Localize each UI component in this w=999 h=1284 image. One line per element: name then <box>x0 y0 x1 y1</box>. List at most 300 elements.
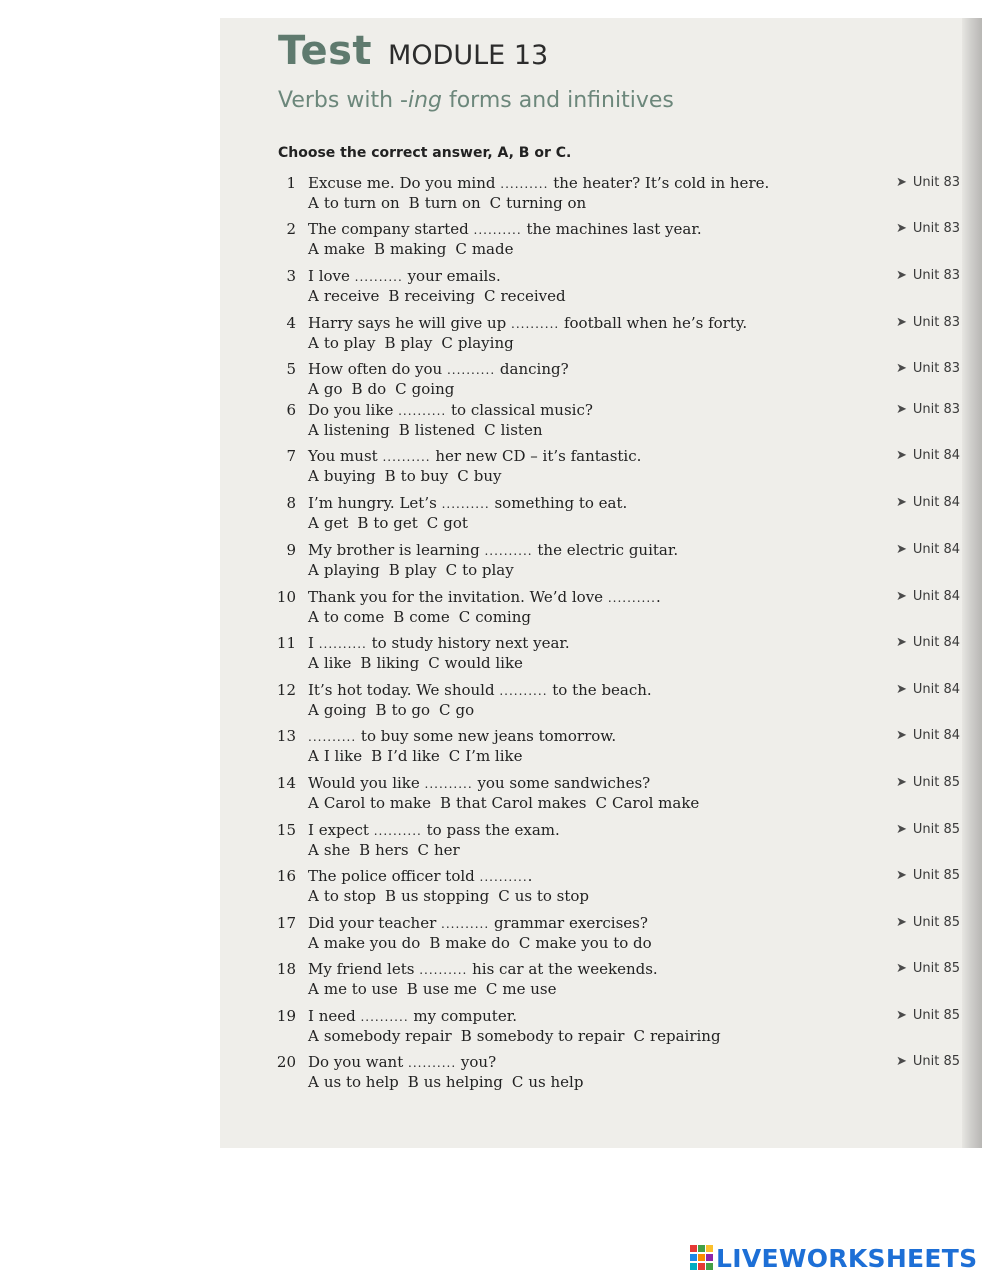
option-text: she <box>323 841 351 859</box>
option-text: Carol make <box>611 794 700 812</box>
question-number: 1 <box>286 174 296 192</box>
answer-blank[interactable]: .......... <box>419 963 468 977</box>
unit-label: Unit 84 <box>912 728 961 743</box>
answer-option[interactable] <box>308 1073 399 1091</box>
unit-reference <box>896 728 960 743</box>
answer-option[interactable] <box>486 980 557 998</box>
question-number: 2 <box>286 220 296 238</box>
option-letter: A <box>308 240 319 258</box>
question-number: 8 <box>286 494 296 512</box>
option-text: listening <box>323 421 390 439</box>
option-text: liking <box>376 654 420 672</box>
answer-option[interactable] <box>449 747 523 765</box>
answer-option[interactable] <box>498 887 589 905</box>
question-text-before: The police officer told <box>308 867 480 885</box>
question-number: 18 <box>276 960 296 978</box>
answer-option[interactable] <box>308 841 350 859</box>
arrow-right-icon: ➤ <box>896 961 907 976</box>
unit-label: Unit 85 <box>912 1008 961 1023</box>
answer-option[interactable] <box>439 701 474 719</box>
option-text: get <box>323 514 349 532</box>
question-text-before: Would you like <box>308 774 425 792</box>
option-text: to go <box>391 701 431 719</box>
question-text <box>308 588 661 606</box>
option-text: me use <box>502 980 557 998</box>
question-text <box>308 774 650 792</box>
answer-blank[interactable]: .......... <box>446 363 496 377</box>
question-number: 16 <box>276 867 296 885</box>
answer-options <box>308 334 523 352</box>
option-letter: C <box>439 701 451 719</box>
arrow-right-icon: ➤ <box>896 175 907 190</box>
question-text-after: . <box>527 867 533 885</box>
option-letter: A <box>308 467 319 485</box>
answer-blank[interactable]: .......... <box>499 684 548 698</box>
question-text-after: you? <box>456 1053 497 1071</box>
question-text <box>308 220 702 238</box>
option-letter: A <box>308 608 319 626</box>
unit-reference <box>896 682 960 697</box>
question-item <box>220 220 982 266</box>
question-text-before: I’m hungry. Let’s <box>308 494 442 512</box>
question-number: 5 <box>286 360 296 378</box>
answer-options <box>308 934 661 952</box>
answer-options <box>308 701 483 719</box>
subtitle-ing: ing <box>407 88 442 113</box>
option-text: receive <box>323 287 380 305</box>
answer-options <box>308 608 540 626</box>
option-letter: A <box>308 794 319 812</box>
answer-option[interactable] <box>357 514 417 532</box>
answer-option[interactable] <box>459 608 531 626</box>
answer-blank[interactable]: .......... <box>441 917 490 931</box>
question-text-after: my computer. <box>408 1007 517 1025</box>
unit-label: Unit 83 <box>912 221 961 236</box>
question-text-before: Excuse me. Do you mind <box>308 174 501 192</box>
answer-blank[interactable]: .......... <box>398 404 447 418</box>
question-number: 11 <box>276 634 296 652</box>
option-text: her <box>434 841 460 859</box>
answer-option[interactable] <box>461 1027 625 1045</box>
answer-blank[interactable]: .......... <box>354 270 403 284</box>
answer-blank[interactable]: .......... <box>484 544 533 558</box>
question-text-after: his car at the weekends. <box>467 960 658 978</box>
question-item <box>220 588 982 634</box>
question-number: 9 <box>286 541 296 559</box>
answer-option[interactable] <box>409 194 481 212</box>
option-text: going <box>411 380 455 398</box>
option-letter: C <box>457 467 469 485</box>
question-number: 12 <box>276 681 296 699</box>
question-text-after: to pass the exam. <box>421 821 560 839</box>
unit-label: Unit 83 <box>912 268 961 283</box>
answer-option[interactable] <box>308 654 351 672</box>
answer-option[interactable] <box>308 887 376 905</box>
answer-option[interactable] <box>371 747 440 765</box>
question-text-after: to buy some new jeans tomorrow. <box>356 727 617 745</box>
option-letter: A <box>308 980 319 998</box>
question-text-after: to study history next year. <box>366 634 570 652</box>
question-item <box>220 401 982 447</box>
question-text <box>308 541 678 559</box>
option-text: Carol to make <box>323 794 431 812</box>
option-text: coming <box>475 608 531 626</box>
option-text: playing <box>457 334 514 352</box>
answer-options <box>308 514 477 532</box>
question-text-after: you some sandwiches? <box>472 774 651 792</box>
option-text: going <box>323 701 367 719</box>
answer-option[interactable] <box>308 980 398 998</box>
question-text-before: My friend lets <box>308 960 420 978</box>
unit-reference <box>896 775 960 790</box>
answer-option[interactable] <box>308 1027 452 1045</box>
option-letter: C <box>395 380 407 398</box>
answer-option[interactable] <box>633 1027 720 1045</box>
option-text: making <box>390 240 447 258</box>
logo-text: LIVEWORKSHEETS <box>716 1244 978 1273</box>
answer-option[interactable] <box>351 380 386 398</box>
answer-option[interactable] <box>385 334 433 352</box>
question-text <box>308 634 570 652</box>
option-text: to come <box>323 608 385 626</box>
question-number: 4 <box>286 314 296 332</box>
unit-reference <box>896 868 960 883</box>
option-letter: C <box>455 240 467 258</box>
option-letter: A <box>308 934 319 952</box>
unit-reference <box>896 221 960 236</box>
unit-reference <box>896 915 960 930</box>
worksheet-page <box>220 18 982 1148</box>
option-letter: A <box>308 887 319 905</box>
question-text <box>308 360 569 378</box>
answer-blank[interactable]: .......... <box>441 497 490 511</box>
unit-label: Unit 84 <box>912 589 961 604</box>
answer-option[interactable] <box>407 980 477 998</box>
question-text <box>308 267 501 285</box>
question-text-before: You must <box>308 447 383 465</box>
question-item <box>220 681 982 727</box>
answer-option[interactable] <box>490 194 587 212</box>
question-number: 6 <box>286 401 296 419</box>
question-text-after: something to eat. <box>489 494 628 512</box>
answer-option[interactable] <box>595 794 699 812</box>
unit-label: Unit 84 <box>912 448 961 463</box>
question-text-after: the electric guitar. <box>532 541 679 559</box>
option-letter: A <box>308 1073 319 1091</box>
arrow-right-icon: ➤ <box>896 915 907 930</box>
option-letter: A <box>308 654 319 672</box>
option-letter: B <box>408 194 420 212</box>
option-text: to turn on <box>323 194 400 212</box>
answer-blank[interactable]: .......... <box>408 1056 457 1070</box>
question-number: 17 <box>276 914 296 932</box>
answer-option[interactable] <box>359 841 408 859</box>
unit-reference <box>896 589 960 604</box>
question-text-after: the heater? It’s cold in here. <box>548 174 770 192</box>
question-text-after: your emails. <box>402 267 501 285</box>
question-text-before: I expect <box>308 821 374 839</box>
answer-option[interactable] <box>484 421 542 439</box>
liveworksheets-logo <box>690 1244 977 1273</box>
answer-option[interactable] <box>376 701 431 719</box>
question-item <box>220 541 982 587</box>
option-letter: C <box>498 887 510 905</box>
answer-option[interactable] <box>440 794 586 812</box>
question-text-after: to classical music? <box>446 401 593 419</box>
option-letter: A <box>308 841 319 859</box>
option-text: make you to do <box>535 934 652 952</box>
answer-option[interactable] <box>385 887 489 905</box>
unit-label: Unit 84 <box>912 635 961 650</box>
arrow-right-icon: ➤ <box>896 268 907 283</box>
option-text: to play <box>462 561 514 579</box>
option-letter: C <box>595 794 607 812</box>
unit-reference <box>896 1008 960 1023</box>
answer-blank[interactable]: .......... <box>424 777 473 791</box>
answer-option[interactable] <box>393 608 450 626</box>
question-item <box>220 914 982 960</box>
question-number: 19 <box>276 1007 296 1025</box>
arrow-right-icon: ➤ <box>896 635 907 650</box>
answer-option[interactable] <box>428 654 523 672</box>
arrow-right-icon: ➤ <box>896 402 907 417</box>
unit-reference <box>896 961 960 976</box>
unit-reference <box>896 495 960 510</box>
option-text: I’m like <box>465 747 523 765</box>
answer-options <box>308 194 595 212</box>
option-letter: A <box>308 287 319 305</box>
question-text-before: Harry says he will give up <box>308 314 512 332</box>
option-text: turn on <box>424 194 481 212</box>
answer-blank[interactable]: .......... <box>373 824 422 838</box>
option-letter: B <box>360 654 372 672</box>
question-number: 15 <box>276 821 296 839</box>
option-text: repairing <box>649 1027 721 1045</box>
answer-option[interactable] <box>308 794 431 812</box>
option-letter: C <box>448 747 461 765</box>
option-text: make do <box>445 934 510 952</box>
unit-reference <box>896 1054 960 1069</box>
option-letter: B <box>460 1027 472 1045</box>
option-letter: B <box>407 1073 419 1091</box>
option-text: to stop <box>323 887 377 905</box>
option-letter: B <box>393 608 405 626</box>
question-text <box>308 401 593 419</box>
answer-blank[interactable]: .......... <box>308 730 357 744</box>
answer-option[interactable] <box>374 240 446 258</box>
answer-option[interactable] <box>389 561 437 579</box>
answer-option[interactable] <box>308 514 348 532</box>
answer-blank[interactable]: .......... <box>473 223 522 237</box>
option-letter: B <box>384 334 396 352</box>
option-letter: B <box>429 934 441 952</box>
page-subtitle <box>278 88 674 113</box>
question-text-after: her new CD – it’s fantastic. <box>430 447 642 465</box>
arrow-right-icon: ➤ <box>896 1008 907 1023</box>
option-letter: C <box>633 1027 645 1045</box>
option-text: go <box>323 380 343 398</box>
question-item <box>220 174 982 220</box>
answer-options <box>308 380 463 398</box>
question-item <box>220 267 982 313</box>
question-text <box>308 914 648 932</box>
question-text <box>308 867 532 885</box>
answer-option[interactable] <box>427 514 468 532</box>
question-text <box>308 821 560 839</box>
answer-option[interactable] <box>519 934 652 952</box>
option-letter: C <box>441 334 453 352</box>
answer-option[interactable] <box>484 287 566 305</box>
answer-option[interactable] <box>308 701 367 719</box>
answer-option[interactable] <box>418 841 460 859</box>
option-text: use me <box>422 980 477 998</box>
question-item <box>220 960 982 1006</box>
subtitle-pre: Verbs with - <box>278 88 408 113</box>
answer-option[interactable] <box>385 467 449 485</box>
question-text <box>308 314 747 332</box>
answer-option[interactable] <box>395 380 454 398</box>
arrow-right-icon: ➤ <box>896 589 907 604</box>
answer-option[interactable] <box>512 1073 584 1091</box>
title-module: MODULE 13 <box>388 40 549 71</box>
option-letter: C <box>484 287 496 305</box>
option-text: listened <box>414 421 476 439</box>
answer-option[interactable] <box>408 1073 503 1091</box>
answer-option[interactable] <box>308 561 380 579</box>
answer-blank[interactable]: .......... <box>479 870 528 884</box>
option-letter: A <box>308 194 319 212</box>
option-letter: B <box>385 887 397 905</box>
option-letter: C <box>489 194 502 212</box>
answer-options <box>308 467 510 485</box>
question-text-after: football when he’s forty. <box>559 314 748 332</box>
question-text <box>308 174 769 192</box>
answer-blank[interactable]: .......... <box>500 177 549 191</box>
answer-option[interactable] <box>308 194 400 212</box>
option-text: I like <box>323 747 363 765</box>
question-text-before: It’s hot today. We should <box>308 681 500 699</box>
question-item <box>220 821 982 867</box>
option-letter: C <box>484 421 496 439</box>
question-item <box>220 634 982 680</box>
option-text: to get <box>373 514 418 532</box>
unit-label: Unit 84 <box>912 495 961 510</box>
answer-options <box>308 980 566 998</box>
option-text: somebody repair <box>323 1027 452 1045</box>
option-text: us helping <box>423 1073 503 1091</box>
unit-label: Unit 84 <box>912 542 961 557</box>
arrow-right-icon: ➤ <box>896 315 907 330</box>
question-item <box>220 867 982 913</box>
option-letter: B <box>388 561 400 579</box>
option-letter: C <box>518 934 531 952</box>
answer-option[interactable] <box>308 934 420 952</box>
answer-option[interactable] <box>308 608 384 626</box>
unit-label: Unit 83 <box>912 402 961 417</box>
unit-reference <box>896 315 960 330</box>
answer-option[interactable] <box>308 240 365 258</box>
answer-option[interactable] <box>399 421 475 439</box>
liveworksheets-logo-icon <box>690 1245 714 1271</box>
answer-blank[interactable]: .......... <box>382 450 431 464</box>
arrow-right-icon: ➤ <box>896 775 907 790</box>
question-number: 3 <box>286 267 296 285</box>
question-text-after: dancing? <box>495 360 569 378</box>
answer-option[interactable] <box>308 467 376 485</box>
arrow-right-icon: ➤ <box>896 1054 907 1069</box>
option-letter: B <box>398 421 410 439</box>
unit-reference <box>896 402 960 417</box>
answer-option[interactable] <box>455 240 513 258</box>
option-letter: C <box>485 980 498 998</box>
answer-option[interactable] <box>308 747 362 765</box>
answer-option[interactable] <box>429 934 510 952</box>
question-text-after: . <box>655 588 661 606</box>
option-text: go <box>455 701 475 719</box>
question-number: 13 <box>276 727 296 745</box>
question-item <box>220 1007 982 1053</box>
question-item <box>220 494 982 540</box>
option-letter: B <box>371 747 383 765</box>
option-text: made <box>471 240 514 258</box>
question-text-before: How often do you <box>308 360 447 378</box>
answer-option[interactable] <box>388 287 475 305</box>
answer-blank[interactable]: .......... <box>511 317 560 331</box>
answer-blank[interactable]: .......... <box>360 1010 409 1024</box>
unit-reference <box>896 268 960 283</box>
arrow-right-icon: ➤ <box>896 495 907 510</box>
option-letter: A <box>308 380 319 398</box>
option-letter: A <box>308 514 319 532</box>
option-text: buying <box>323 467 376 485</box>
option-text: come <box>409 608 450 626</box>
question-text-after: grammar exercises? <box>489 914 648 932</box>
answer-option[interactable] <box>308 421 390 439</box>
question-text-before: I need <box>308 1007 361 1025</box>
answer-options <box>308 561 523 579</box>
option-text: do <box>367 380 387 398</box>
unit-reference <box>896 175 960 190</box>
question-text <box>308 1007 517 1025</box>
option-letter: A <box>308 747 319 765</box>
option-letter: B <box>351 380 363 398</box>
answer-blank[interactable]: .......... <box>607 591 656 605</box>
answer-option[interactable] <box>308 334 376 352</box>
answer-blank[interactable]: .......... <box>318 637 367 651</box>
option-letter: A <box>308 1027 319 1045</box>
unit-reference <box>896 361 960 376</box>
arrow-right-icon: ➤ <box>896 448 907 463</box>
answer-option[interactable] <box>446 561 514 579</box>
answer-option[interactable] <box>457 467 501 485</box>
question-text <box>308 681 652 699</box>
answer-option[interactable] <box>441 334 513 352</box>
option-text: us help <box>528 1073 584 1091</box>
option-text: I’d like <box>387 747 440 765</box>
question-number: 14 <box>276 774 296 792</box>
option-text: hers <box>375 841 409 859</box>
arrow-right-icon: ➤ <box>896 542 907 557</box>
option-letter: B <box>375 701 387 719</box>
answer-option[interactable] <box>360 654 419 672</box>
option-letter: C <box>426 514 439 532</box>
option-text: us stopping <box>401 887 490 905</box>
question-text-before: I love <box>308 267 355 285</box>
answer-option[interactable] <box>308 380 342 398</box>
answer-option[interactable] <box>308 287 379 305</box>
option-text: play <box>400 334 433 352</box>
question-item <box>220 727 982 773</box>
